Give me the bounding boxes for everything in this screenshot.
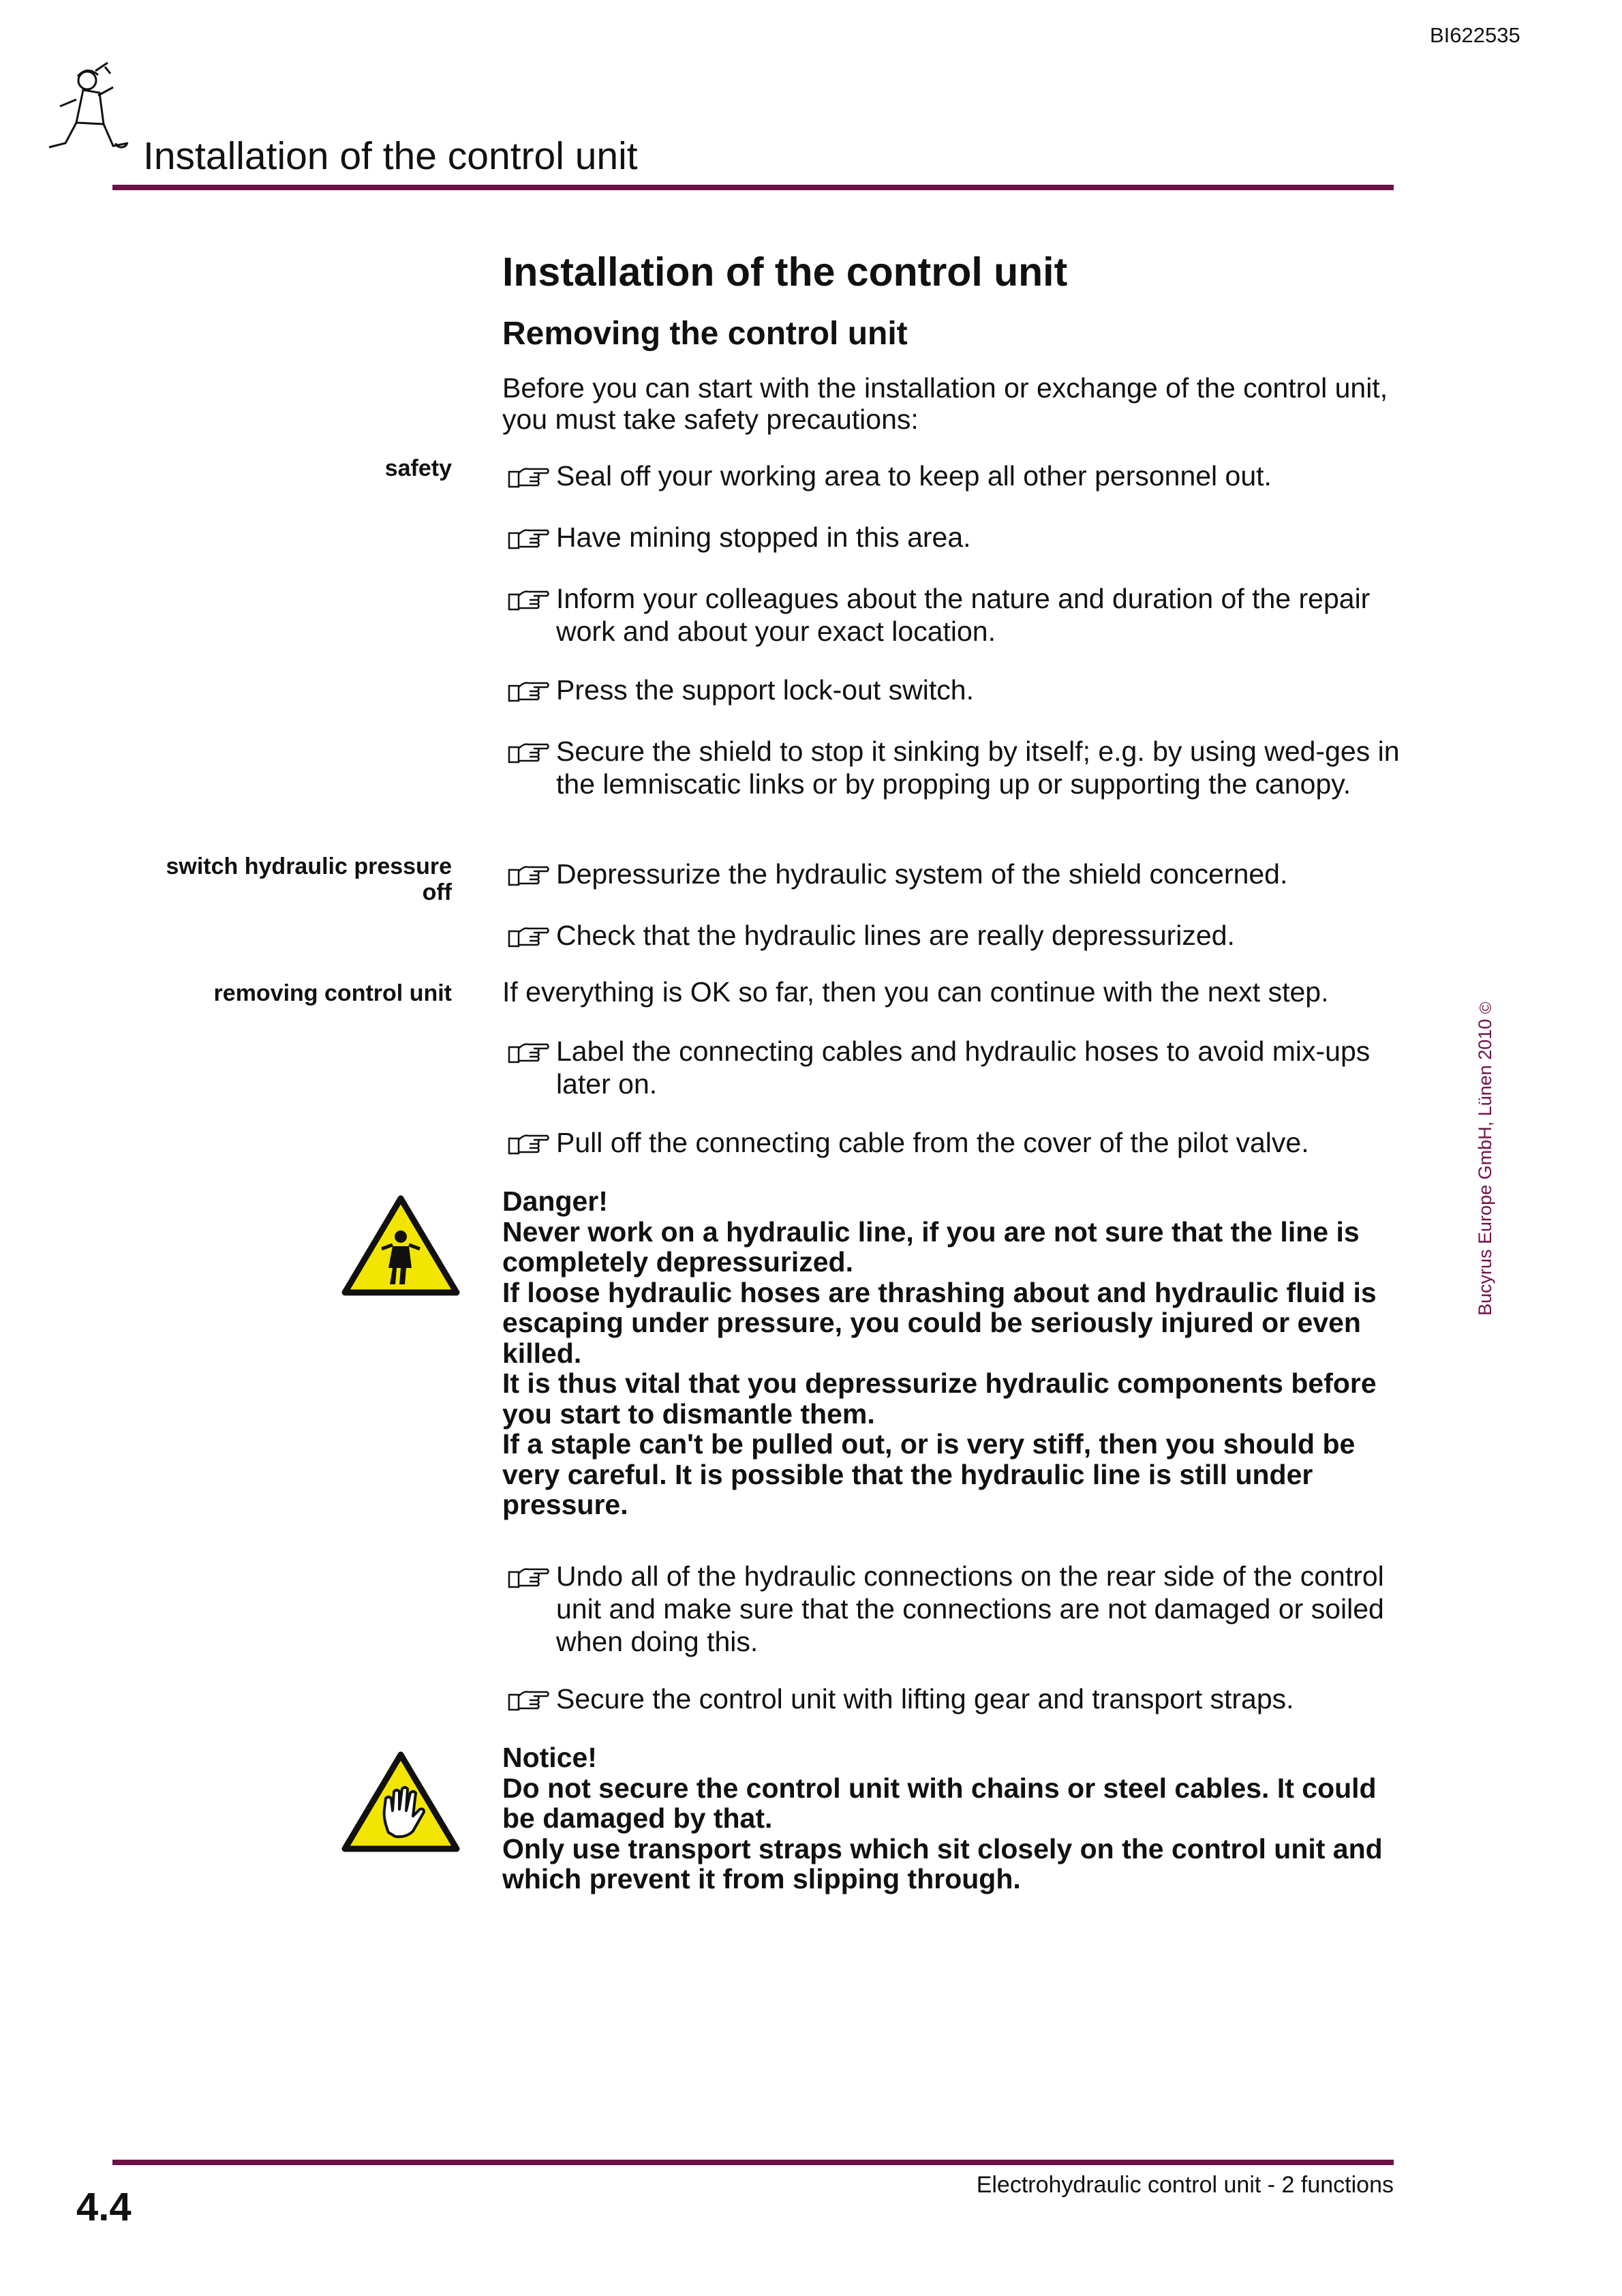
- step-text: Label the connecting cables and hydraulic hoses to avoid mix-ups later on.: [556, 1036, 1371, 1100]
- pointing-hand-icon: [508, 674, 556, 710]
- footer-text: Electrohydraulic control unit - 2 functions: [976, 2172, 1394, 2198]
- pointing-hand-icon: [508, 919, 556, 956]
- list-item: [508, 1682, 1401, 1719]
- copyright-note: [1475, 995, 1502, 1316]
- pointing-hand-icon: [508, 1682, 556, 1719]
- step-text: Inform your colleagues about the nature and duration of the repair work and about your exact location.: [556, 583, 1371, 647]
- step-text: Undo all of the hydraulic connections on the rear side of the control unit and make sure that the connections are not damaged or soiled when doing this.: [556, 1560, 1384, 1657]
- pointing-hand-icon: [508, 735, 556, 800]
- copyright-text: Bucyrus Europe GmbH, Lünen 2010: [1475, 1018, 1495, 1316]
- list-item: [508, 1035, 1401, 1100]
- danger-person-icon: [341, 1194, 461, 1298]
- step-text: Pull off the connecting cable from the cover of the pilot valve.: [556, 1127, 1309, 1158]
- danger-heading: Danger!: [502, 1185, 608, 1217]
- step-text: Secure the control unit with lifting gear and transport straps.: [556, 1683, 1294, 1715]
- page-title: Installation of the control unit: [502, 250, 1068, 294]
- danger-paragraph: If a staple can't be pulled out, or is very stiff, then you should be very careful. It is possible that the hydraulic line is still under pressure.: [502, 1428, 1356, 1520]
- miner-icon: [45, 61, 140, 170]
- header-title: Installation of the control unit: [143, 134, 638, 178]
- notice-heading: Notice!: [502, 1742, 597, 1773]
- document-id: BI622535: [1430, 23, 1520, 47]
- margin-note-safety: safety: [384, 455, 452, 481]
- margin-note-removing: removing control unit: [213, 980, 452, 1006]
- page-number: 4.4: [76, 2185, 132, 2229]
- list-item: [508, 582, 1401, 648]
- intro-text: Before you can start with the installation or exchange of the control unit, you must take safety precautions:: [502, 372, 1388, 435]
- list-item: [508, 459, 1401, 496]
- pointing-hand-icon: [508, 1560, 556, 1658]
- list-item: [508, 521, 1401, 558]
- list-item: [508, 674, 1401, 710]
- list-item: [508, 1560, 1401, 1658]
- margin-note-pressure-off: switch hydraulic pressure off: [166, 854, 452, 905]
- danger-paragraph: Never work on a hydraulic line, if you are not sure that the line is completely depressurized.: [502, 1215, 1360, 1278]
- danger-warning: [502, 1186, 1402, 1520]
- step-text: Depressurize the hydraulic system of the shield concerned.: [556, 858, 1288, 890]
- list-item: [508, 858, 1401, 894]
- pointing-hand-icon: [508, 1126, 556, 1163]
- danger-paragraph: It is thus vital that you depressurize hydraulic components before you start to dismantle them.: [502, 1368, 1377, 1430]
- section-title: Removing the control unit: [502, 316, 908, 352]
- footer-rule: [112, 2160, 1394, 2165]
- step-text: Seal off your working area to keep all other personnel out.: [556, 460, 1272, 492]
- list-item: [508, 919, 1401, 956]
- danger-paragraph: If loose hydraulic hoses are thrashing about and hydraulic fluid is escaping under pressure, you could be seriously injured or even killed.: [502, 1276, 1377, 1369]
- notice-paragraph: Do not secure the control unit with chains or steel cables. It could be damaged by that.: [502, 1772, 1377, 1834]
- pointing-hand-icon: [508, 459, 556, 496]
- pointing-hand-icon: [508, 858, 556, 894]
- pointing-hand-icon: [508, 521, 556, 558]
- copyright-symbol: ©: [1477, 1001, 1495, 1014]
- pointing-hand-icon: [508, 1035, 556, 1100]
- header-rule: [112, 185, 1394, 190]
- notice-warning: [502, 1742, 1402, 1894]
- notice-paragraph: Only use transport straps which sit closely on the control unit and which prevent it from slipping through.: [502, 1832, 1383, 1894]
- list-item: [508, 1126, 1401, 1163]
- notice-hand-icon: [341, 1751, 461, 1854]
- step-text: Press the support lock-out switch.: [556, 674, 974, 706]
- continue-text: If everything is OK so far, then you can continue with the next step.: [502, 976, 1329, 1008]
- step-text: Have mining stopped in this area.: [556, 522, 971, 553]
- list-item: [508, 735, 1401, 800]
- step-text: Secure the shield to stop it sinking by itself; e.g. by using wed-ges in the lemniscatic links or by propping up or supporting the canopy.: [556, 736, 1400, 800]
- pointing-hand-icon: [508, 582, 556, 648]
- step-text: Check that the hydraulic lines are really depressurized.: [556, 920, 1235, 951]
